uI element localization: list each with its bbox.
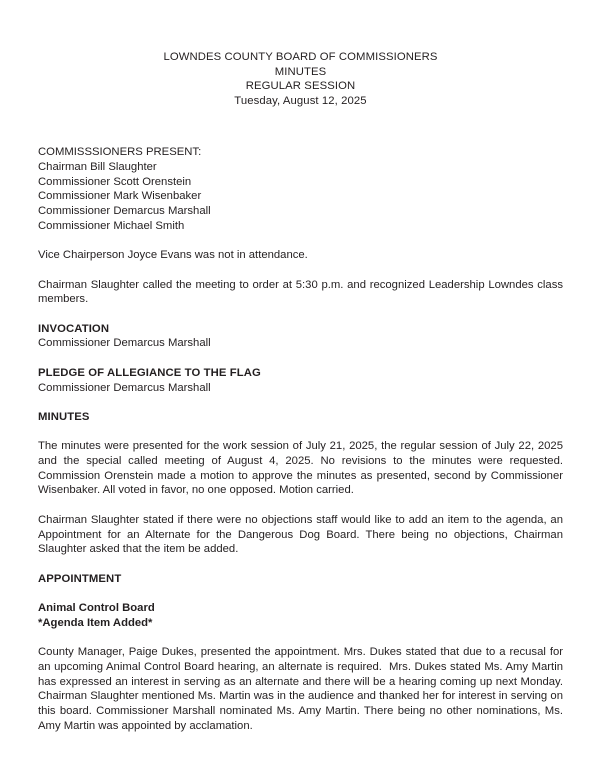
appointment-detail-paragraph: County Manager, Paige Dukes, presented the appointment. Mrs. Dukes stated that due to a recusal for an upcoming Animal Control Board hearing, an alternate is required. Mrs. Dukes stated Ms. Amy Martin has expressed an interest in serving as an alternate and there will be a hearing coming up next Monday. Chairman Slaughter mentioned Ms. Martin was in the audience and thanked her for interest in serving on this board. Commissioner Marshall nominated Ms. Amy Martin. There being no other nominations, Ms. Amy Martin was appointed by acclamation.	[38, 646, 567, 732]
agenda-addition-paragraph: Chairman Slaughter stated if there were no objections staff would like to add an item to the agenda, an Appointment for an Alternate for the Dangerous Dog Board. There being no objections, Chairman Slaughter asked that the item be added.	[38, 513, 567, 556]
spacer	[38, 307, 563, 322]
spacer	[38, 351, 563, 366]
appointment-board-name: Animal Control Board	[38, 602, 155, 615]
attendee-chairman: Chairman Bill Slaughter	[38, 161, 157, 174]
header-organization: LOWNDES COUNTY BOARD OF COMMISSIONERS	[163, 51, 438, 63]
call-to-order-paragraph: Chairman Slaughter called the meeting to order at 5:30 p.m. and recognized Leadership Lowndes class members.	[38, 278, 567, 306]
absent-note-paragraph: Vice Chairperson Joyce Evans was not in attendance.	[38, 249, 308, 262]
spacer	[38, 586, 563, 601]
spacer	[38, 425, 563, 440]
minutes-approval-paragraph: The minutes were presented for the work session of July 21, 2025, the regular session of July 22, 2025 and the special called meeting of August 4, 2025. No revisions to the minutes were requested. Commission Orenstein made a motion to approve the minutes as presented, second by Commissioner Wisenbaker. All voted in favor, no one opposed. Motion carried.	[38, 440, 567, 497]
attendee-commissioner-wisenbaker: Commissioner Mark Wisenbaker	[38, 190, 202, 203]
header-spacer	[38, 108, 563, 145]
attendee-commissioner-smith: Commissioner Michael Smith	[38, 219, 185, 232]
section-heading-pledge: PLEDGE OF ALLEGIANCE TO THE FLAG	[38, 366, 261, 379]
appointment-subheading	[38, 601, 563, 630]
spacer	[38, 557, 563, 572]
attendance-label: COMMISSSIONERS PRESENT:	[38, 146, 202, 159]
spacer	[38, 234, 563, 249]
document-header	[38, 50, 563, 108]
spacer	[38, 263, 563, 278]
attendee-commissioner-marshall: Commissioner Demarcus Marshall	[38, 205, 211, 218]
section-heading-appointment: APPOINTMENT	[38, 572, 122, 585]
spacer	[38, 395, 563, 410]
header-document-type: MINUTES	[274, 65, 327, 78]
section-heading-minutes: MINUTES	[38, 410, 90, 423]
attendance-section	[38, 145, 563, 233]
attendee-commissioner-orenstein: Commissioner Scott Orenstein	[38, 175, 192, 188]
header-session-type: REGULAR SESSION	[245, 80, 356, 93]
section-heading-invocation: INVOCATION	[38, 322, 110, 335]
appointment-agenda-note: *Agenda Item Added*	[38, 616, 153, 629]
pledge-person: Commissioner Demarcus Marshall	[38, 381, 211, 394]
spacer	[38, 630, 563, 645]
invocation-person: Commissioner Demarcus Marshall	[38, 337, 211, 350]
spacer	[38, 498, 563, 513]
header-meeting-date: Tuesday, August 12, 2025	[234, 94, 367, 107]
